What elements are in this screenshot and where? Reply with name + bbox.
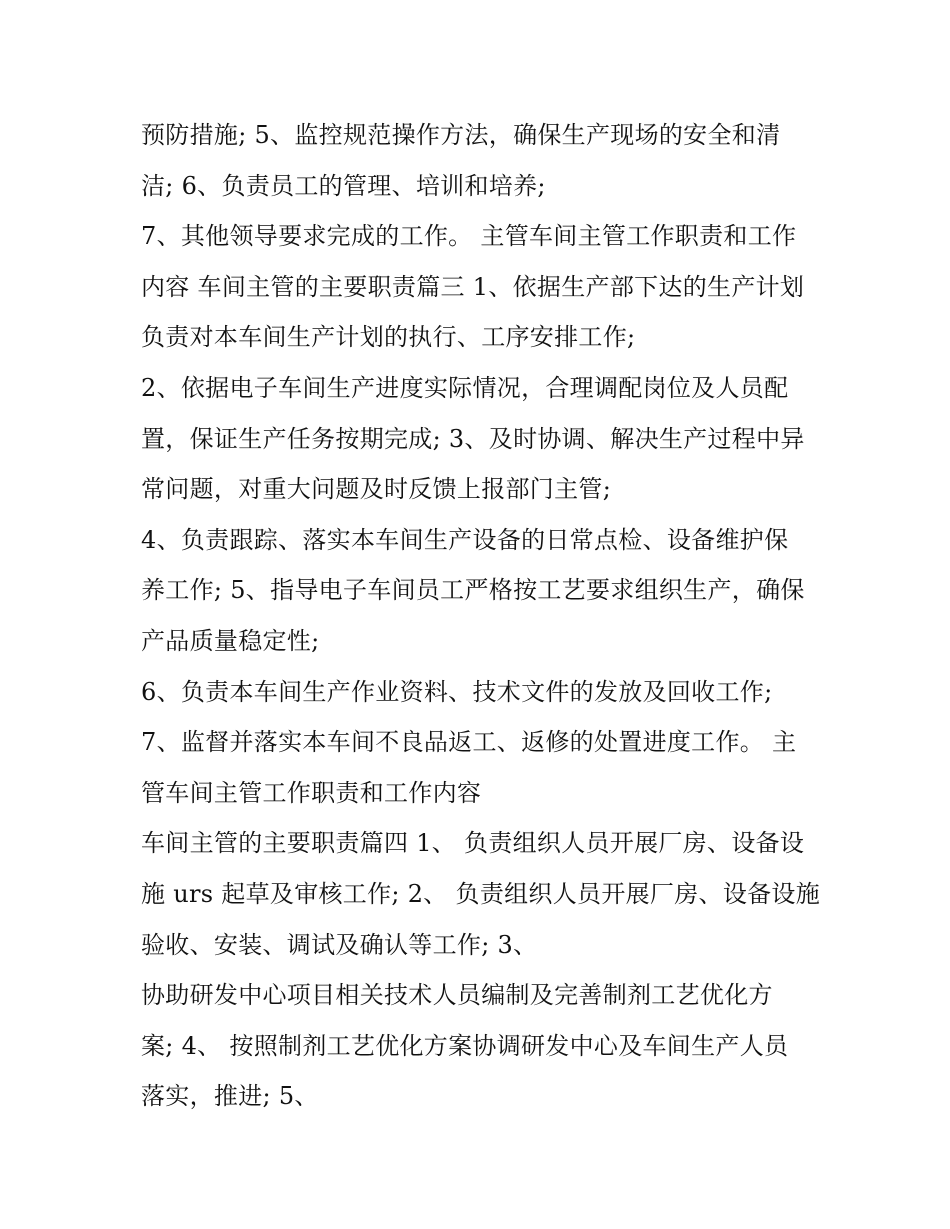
text-line: 7、监督并落实本车间不良品返工、返修的处置进度工作。 主	[141, 728, 797, 757]
text-line: 4、负责跟踪、落实本车间生产设备的日常点检、设备维护保	[141, 525, 789, 554]
text-line: 2、依据电子车间生产进度实际情况，合理调配岗位及人员配	[141, 373, 789, 402]
text-line: 车间主管的主要职责篇四 1、 负责组织人员开展厂房、设备设	[141, 829, 805, 858]
text-line: 6、负责本车间生产作业资料、技术文件的发放及回收工作;	[141, 677, 773, 706]
text-line: 验收、安装、调试及确认等工作; 3、	[141, 930, 538, 959]
text-line: 施 urs 起草及审核工作; 2、 负责组织人员开展厂房、设备设施	[141, 879, 821, 908]
text-line: 养工作; 5、指导电子车间员工严格按工艺要求组织生产，确保	[141, 576, 805, 605]
text-line: 常问题，对重大问题及时反馈上报部门主管;	[141, 475, 612, 504]
text-line: 协助研发中心项目相关技术人员编制及完善制剂工艺优化方	[141, 981, 773, 1010]
text-line: 产品质量稳定性;	[141, 626, 320, 655]
text-line: 洁; 6、负责员工的管理、培训和培养;	[141, 171, 546, 200]
text-line: 置，保证生产任务按期完成; 3、及时协调、解决生产过程中异	[141, 424, 805, 453]
text-line: 内容 车间主管的主要职责篇三 1、依据生产部下达的生产计划	[141, 272, 805, 301]
text-line: 落实，推进; 5、	[141, 1082, 319, 1111]
document-body	[141, 110, 821, 1122]
text-line: 负责对本车间生产计划的执行、工序安排工作;	[141, 323, 636, 352]
text-line: 预防措施; 5、监控规范操作方法，确保生产现场的安全和清	[141, 121, 781, 149]
text-line: 管车间主管工作职责和工作内容	[141, 778, 482, 807]
text-line: 7、其他领导要求完成的工作。 主管车间主管工作职责和工作	[141, 222, 797, 251]
text-line: 案; 4、 按照制剂工艺优化方案协调研发中心及车间生产人员	[141, 1031, 789, 1060]
